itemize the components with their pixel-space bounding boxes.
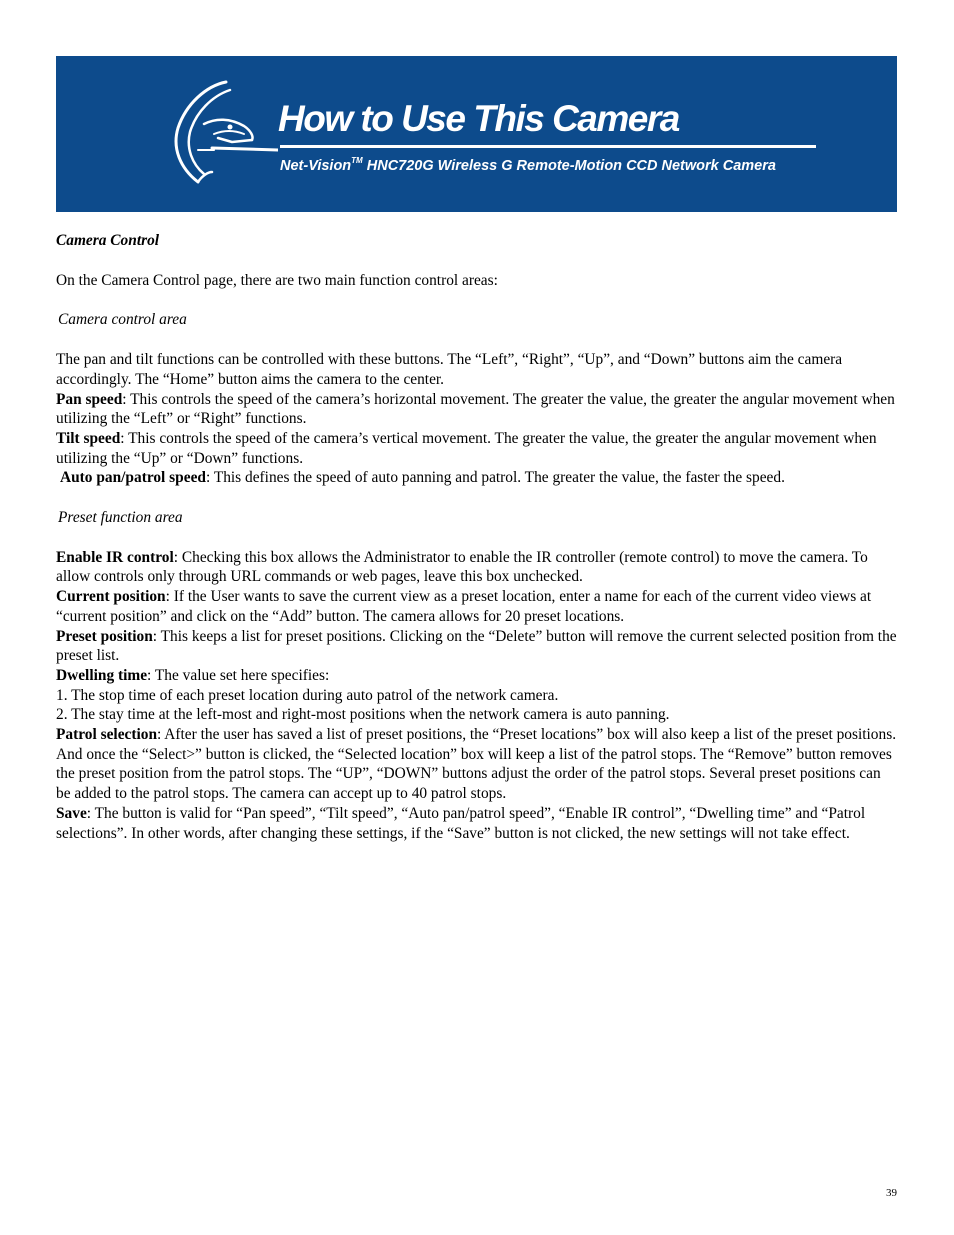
save-entry (56, 804, 898, 843)
page-content (56, 231, 898, 843)
eagle-head-icon (168, 76, 278, 194)
current-position-entry (56, 587, 898, 626)
enable-ir-entry (56, 548, 898, 587)
preset-function-heading: Preset function area (58, 509, 183, 527)
tilt-speed-entry (56, 429, 898, 468)
header-banner (56, 56, 897, 212)
banner-title: How to Use This Camera (278, 98, 679, 139)
definition: : After the user has saved a list of preset positions, the “Preset locations” box will also keep a list of the preset positions. And once the “Select>” button is clicked, the “Selected location” box will keep a list of the patrol stops. The “Remove” button removes the preset position from the patrol stops. The “UP”, “DOWN” buttons adjust the order of the patrol stops. Several preset positions can be added to the patrol stops. The camera can accept up to 40 patrol stops. (56, 726, 897, 803)
page-number: 39 (886, 1187, 897, 1199)
definition: : This controls the speed of the camera’s vertical movement. The greater the value, the greater the angular movement when utilizing the “Up” or “Down” functions. (56, 429, 877, 467)
definition: : This defines the speed of auto panning and patrol. The greater the value, the faster the speed. (205, 469, 785, 487)
subtitle-model: HNC720G Wireless G Remote-Motion CCD Network Camera (362, 157, 776, 174)
term: Preset position (56, 627, 153, 645)
auto-pan-speed-entry (56, 468, 898, 488)
term: Dwelling time (56, 666, 148, 684)
definition: : If the User wants to save the current view as a preset location, enter a name for each of the current video views at “current position” and click on the “Add” button. The camera allows for 20 preset locations. (56, 588, 872, 625)
definition: : The button is valid for “Pan speed”, “Tilt speed”, “Auto pan/patrol speed”, “Enable IR control”, “Dwelling time” and “Patrol selections”. In other words, after changing these settings, if the “Save” button is not clicked, the new settings will not take effect. (56, 804, 866, 842)
term: Current position (56, 588, 166, 606)
term: Tilt speed (56, 429, 121, 447)
term: Save (56, 804, 87, 822)
banner-rule (280, 145, 816, 148)
term: Pan speed (56, 390, 123, 408)
term: Enable IR control (56, 548, 174, 566)
definition: : This controls the speed of the camera’s horizontal movement. The greater the value, the greater the angular movement when utilizing the “Left” or “Right” functions. (56, 390, 895, 428)
camera-control-description: The pan and tilt functions can be controlled with these buttons. The “Left”, “Right”, “Up”, and “Down” buttons aim the camera accordingly. The “Home” button aims the camera to the center. (56, 351, 843, 388)
definition: : The value set here specifies: (147, 666, 330, 684)
dwelling-time-entry (56, 666, 898, 686)
subtitle-brand: Net-Vision (280, 157, 352, 174)
term: Auto pan/patrol speed (60, 469, 206, 487)
intro-paragraph: On the Camera Control page, there are two main function control areas: (56, 271, 498, 289)
term: Patrol selection (56, 726, 158, 744)
camera-control-heading: Camera control area (58, 311, 187, 329)
pan-speed-entry (56, 390, 898, 429)
dwell-list-item: 2. The stay time at the left-most and right-most positions when the network camera is auto panning. (56, 706, 670, 724)
dwell-list-item: 1. The stop time of each preset location during auto patrol of the network camera. (56, 686, 559, 704)
preset-position-entry (56, 627, 898, 666)
banner-subtitle (280, 152, 776, 176)
definition: : This keeps a list for preset positions. Clicking on the “Delete” button will remove the current selected position from the preset list. (56, 627, 897, 665)
trademark-mark: TM (351, 156, 363, 165)
section-title: Camera Control (56, 232, 160, 249)
definition: : Checking this box allows the Administrator to enable the IR controller (remote control) to move the camera. To allow controls only through URL commands or web pages, leave this box unchecked. (56, 548, 868, 586)
patrol-selection-entry (56, 725, 898, 804)
